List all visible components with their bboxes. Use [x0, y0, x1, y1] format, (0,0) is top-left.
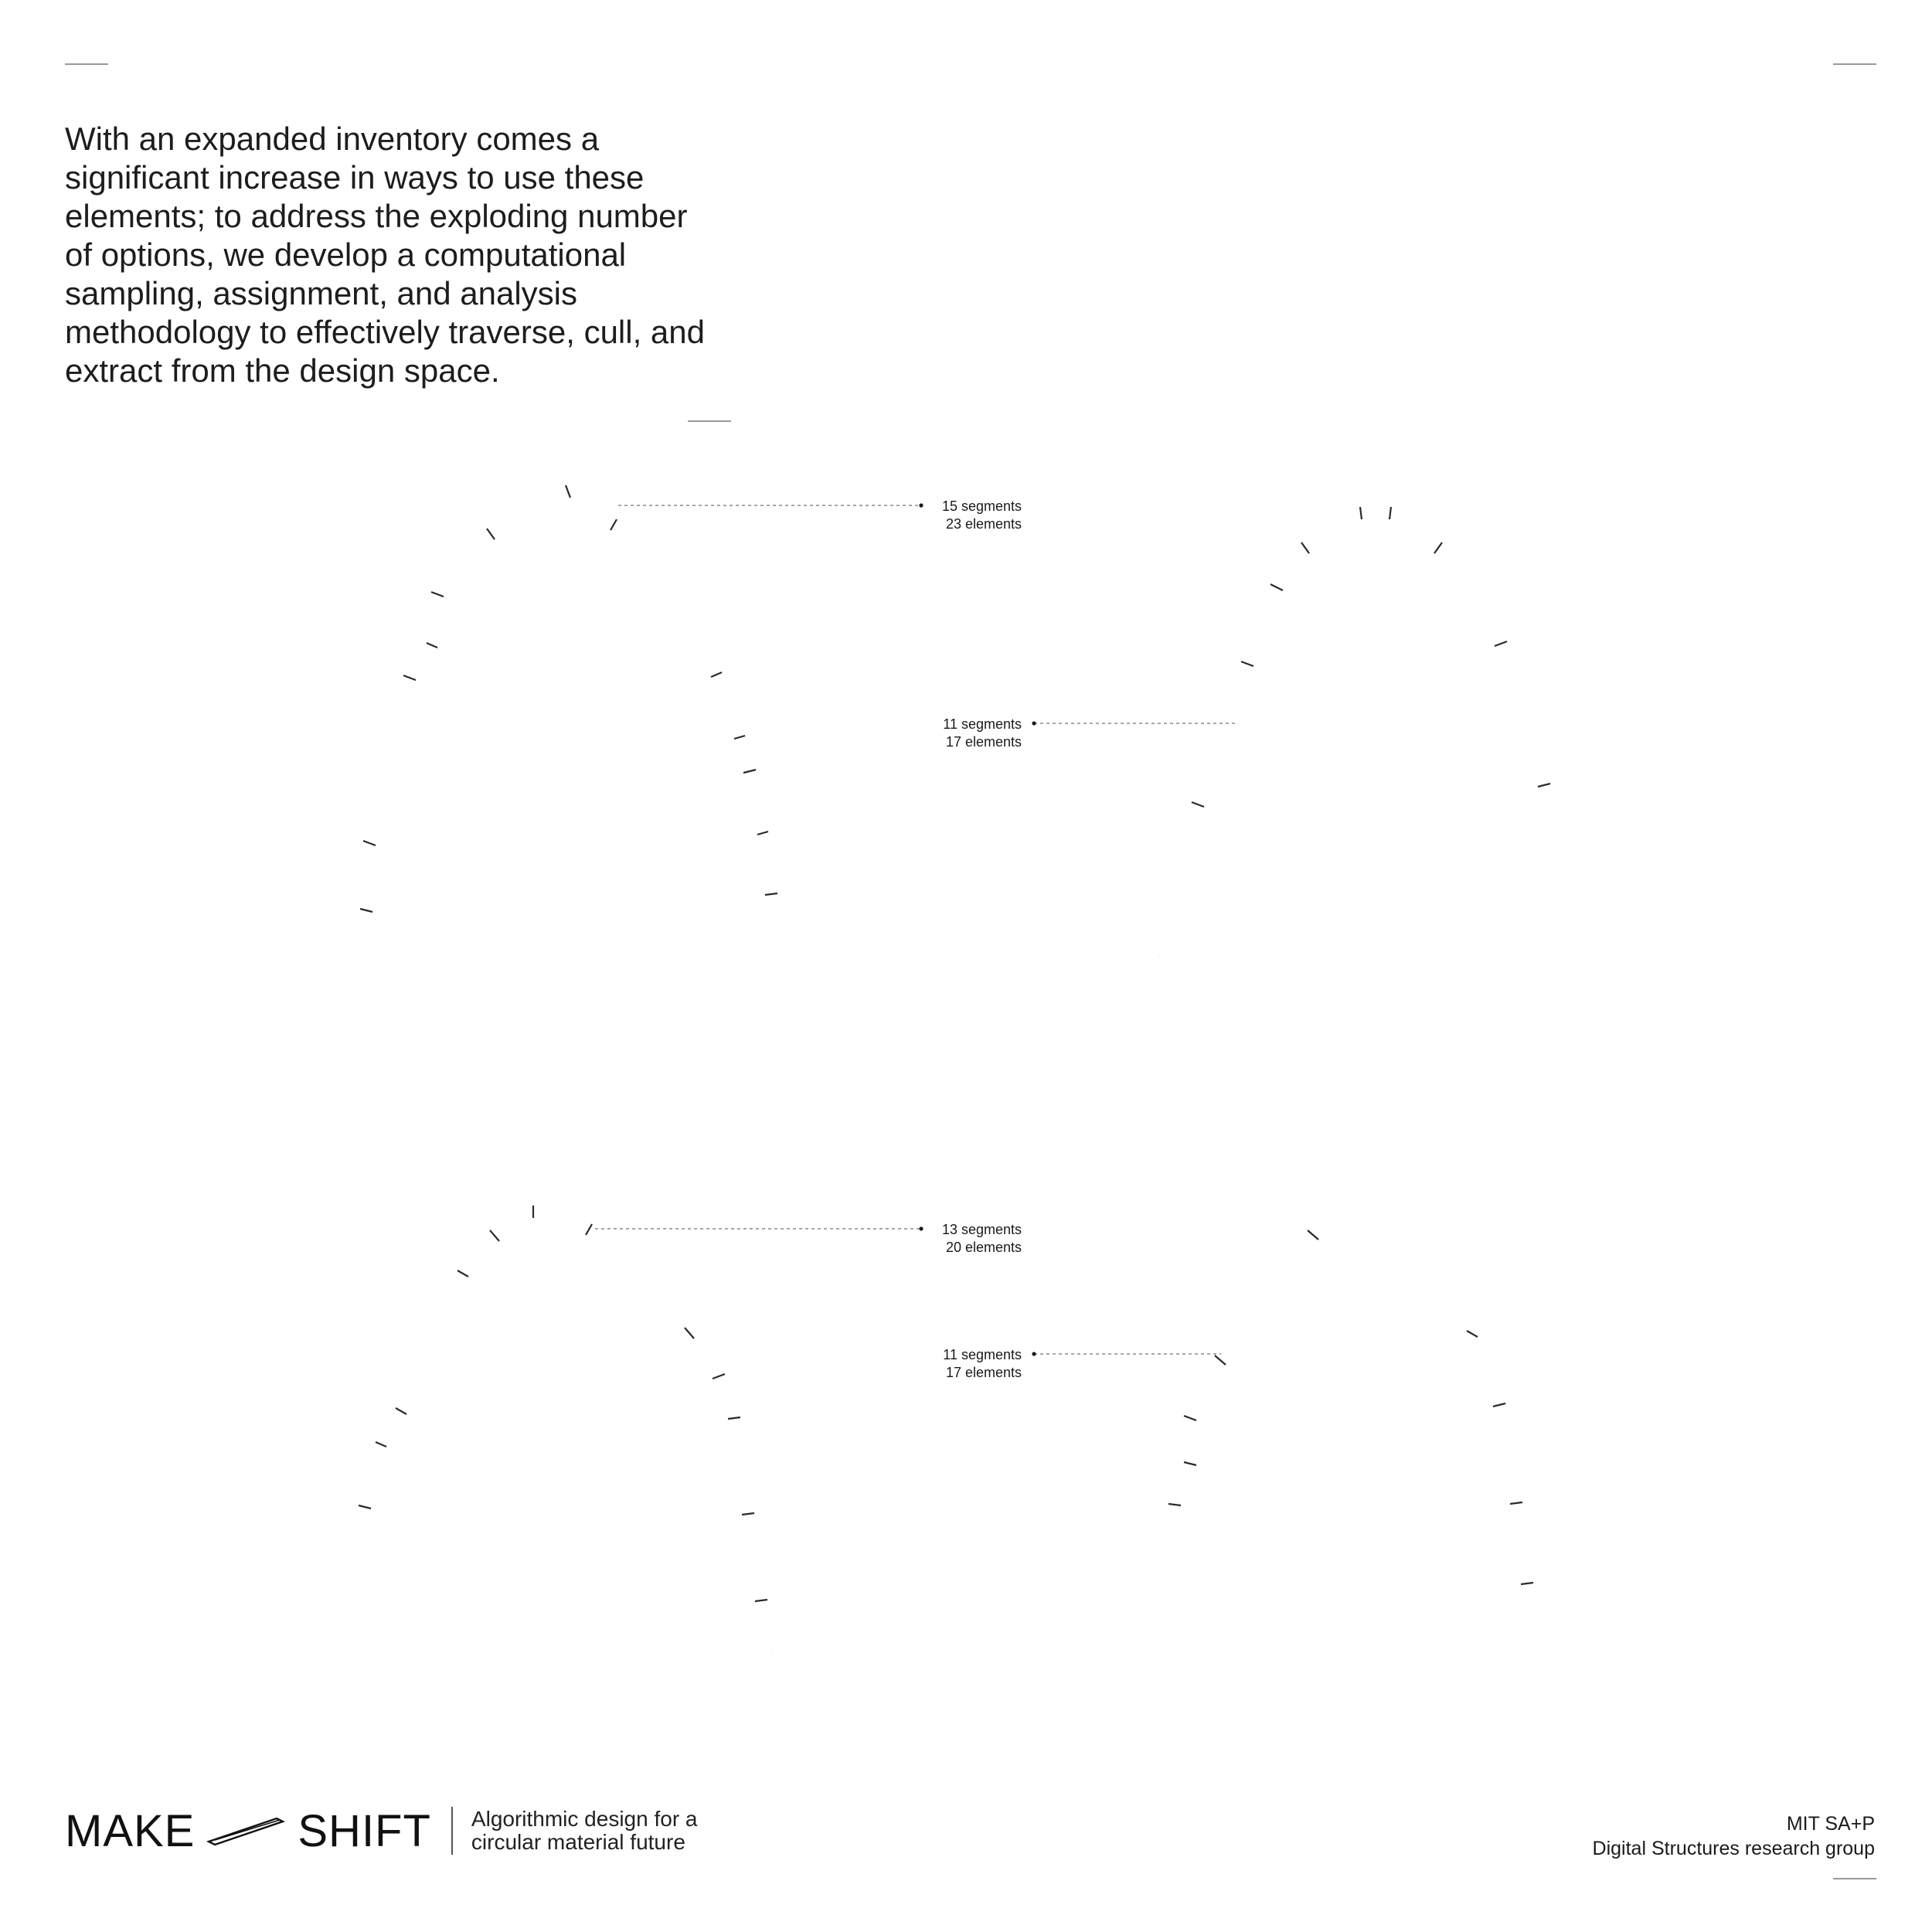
arch-body — [1162, 1213, 1544, 1654]
arch-top-right — [943, 507, 1603, 955]
arch-outline — [349, 491, 781, 955]
tagline-line: Algorithmic design for a — [471, 1807, 698, 1831]
elements-label: 17 elements — [945, 1365, 1022, 1380]
elements-label: 23 elements — [945, 516, 1022, 532]
intro-line: significant increase in ways to use these — [65, 159, 645, 196]
arch-body — [1159, 513, 1603, 955]
brand-divider — [451, 1807, 453, 1855]
segment-joints — [360, 485, 777, 912]
segments-label: 11 segments — [943, 716, 1022, 732]
elements-label: 17 elements — [945, 734, 1022, 750]
credit-line: Digital Structures research group — [1592, 1838, 1875, 1859]
leader-dot — [919, 503, 923, 507]
intro-line: sampling, assignment, and analysis — [65, 275, 578, 311]
arch-outline — [1162, 1213, 1544, 1654]
intro-line: With an expanded inventory comes a — [65, 121, 600, 157]
timber-stick-icon — [206, 1815, 287, 1846]
arch-outline — [345, 1212, 773, 1654]
segments-label: 15 segments — [941, 498, 1022, 514]
arch-bottom-left — [345, 1206, 1022, 1654]
segments-label: 11 segments — [943, 1347, 1022, 1362]
segment-joints — [1192, 507, 1550, 807]
institution-credit — [1593, 1811, 1875, 1861]
leader-dot — [1032, 721, 1036, 725]
brand-lockup — [65, 1804, 698, 1858]
intro-line: elements; to address the exploding number — [65, 198, 688, 234]
brand-tagline — [471, 1808, 698, 1854]
arch-body — [345, 1212, 773, 1654]
intro-line: of options, we develop a computational — [65, 236, 627, 273]
tagline-line: circular material future — [471, 1830, 685, 1854]
brand-make: MAKE — [65, 1805, 196, 1856]
elements-label: 20 elements — [945, 1240, 1022, 1255]
arch-top-left — [349, 485, 1022, 955]
segment-joints — [1168, 1230, 1533, 1584]
leader-dot — [919, 1226, 923, 1230]
segments-label: 13 segments — [941, 1222, 1022, 1237]
brand-shift: SHIFT — [298, 1805, 431, 1856]
joint — [360, 909, 372, 912]
segment-joints — [359, 1206, 767, 1601]
intro-line: extract from the design space. — [65, 352, 500, 389]
arch-bottom-right — [943, 1213, 1544, 1654]
leader-dot — [1032, 1352, 1036, 1355]
intro-line: methodology to effectively traverse, cull, and — [65, 314, 706, 350]
credit-line: MIT SA+P — [1786, 1813, 1875, 1835]
arch-body — [349, 491, 781, 955]
